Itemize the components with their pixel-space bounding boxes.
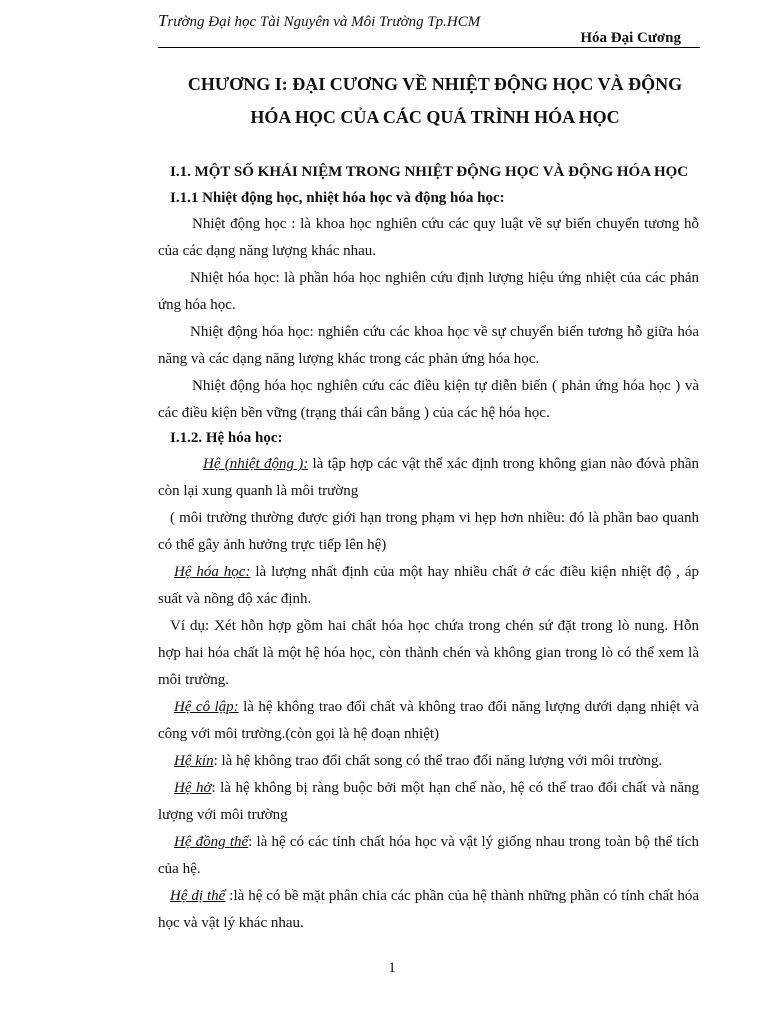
paragraph-vi-du: Ví dụ: Xét hỗn hợp gồm hai chất hóa học chứa trong chén sứ đặt trong lò nung. Hỗn hợp hai hóa chất là một hệ hóa học, còn thành chén và không gian trong lò có thể xem là môi trường. [158,618,699,688]
paragraph-nhiet-hoa-hoc: Nhiệt hóa học: là phần hóa học nghiên cứu định lượng hiệu ứng nhiệt của các phản ứng hóa học. [158,270,699,313]
term-he-kin: Hệ kín [174,753,214,769]
term-he-di-the: Hệ dị thể [170,888,226,904]
def-he-ho: : là hệ không bị ràng buộc bởi một hạn chế nào, hệ có thể trao đổi chất và năng lượng với môi trường [158,780,699,823]
subsection-heading-2: I.1.2. Hệ hóa học: [170,430,283,446]
chapter-title-line-1: CHƯƠNG I: ĐẠI CƯƠNG VỀ NHIỆT ĐỘNG HỌC VÀ ĐỘNG [187,74,683,94]
term-he-ho: Hệ hở [174,780,212,796]
paragraph-nhiet-dong-hoc: Nhiệt động học : là khoa học nghiên cứu các quy luật về sự biến chuyển tương hỗ của các dạng năng lượng khác nhau. [158,216,699,259]
def-he-co-lap: là hệ không trao đổi chất và không trao đổi năng lượng dưới dạng nhiệt và công với môi trường.(còn gọi là hệ đoạn nhiệt) [158,699,700,742]
term-he-co-lap: Hệ cô lập: [174,699,239,715]
header-initial: T [158,11,168,30]
paragraph-moi-truong: ( môi trường thường được giới hạn trong phạm vi hẹp hơn nhiều: đó là phần bao quanh có thể gây ảnh hưởng trực tiếp lên hệ) [158,510,699,553]
chapter-title-line-2: HÓA HỌC CỦA CÁC QUÁ TRÌNH HÓA HỌC [250,107,620,127]
paragraph-nhiet-dong-hoa-hoc: Nhiệt động hóa học: nghiên cứu các khoa học về sự chuyển biến tương hỗ giữa hóa năng và các dạng năng lượng khác trong các phản ứng hóa học. [158,324,699,367]
term-he-hoa-hoc: Hệ hóa học: [174,564,251,580]
paragraph-he-hoa-hoc [158,559,699,613]
paragraph-he [158,451,699,505]
paragraph-he-kin [158,748,699,775]
header-course: Hóa Đại Cương [580,30,681,46]
section-heading: I.1. MỘT SỐ KHÁI NIỆM TRONG NHIỆT ĐỘNG HỌC VÀ ĐỘNG HÓA HỌC [170,164,689,180]
subsection-heading-1: I.1.1 Nhiệt động học, nhiệt hóa học và động hóa học: [170,190,505,206]
header-institution [158,11,480,31]
paragraph-he-dong-the [158,829,699,883]
def-he-hoa-hoc: là lượng nhất định của một hay nhiều chất ở các điều kiện nhiệt độ , áp suất và nồng độ xác định. [158,564,699,607]
def-he-kin: : là hệ không trao đổi chất song có thể trao đổi năng lượng với môi trường. [213,753,663,769]
page-number: 1 [388,960,396,976]
term-he: Hệ (nhiệt động ): [203,456,309,472]
header-institution-rest: rường Đại học Tài Nguyên và Môi Trường Tp.HCM [167,14,481,30]
chapter-title [140,68,730,134]
header-rule [158,47,700,48]
term-he-dong-the: Hệ đồng thể [174,834,249,850]
def-he-di-the: :là hệ có bề mặt phân chia các phần của hệ thành những phần có tính chất hóa học và vật lý khác nhau. [158,888,699,931]
def-he-dong-the: : là hệ có các tính chất hóa học và vật lý giống nhau trong toàn bộ thể tích của hệ. [158,834,699,877]
def-he: là tập hợp các vật thể xác định trong không gian nào đóvà phần còn lại xung quanh là môi trường [158,456,700,499]
document-body [158,159,699,937]
paragraph-dieu-kien: Nhiệt động hóa học nghiên cứu các điều kiện tự diễn biến ( phản ứng hóa học ) và các điều kiện bền vững (trạng thái cân bằng ) của các hệ hóa học. [158,378,699,421]
paragraph-he-di-the [158,883,699,937]
paragraph-he-ho [158,775,699,829]
paragraph-he-co-lap [158,694,699,748]
